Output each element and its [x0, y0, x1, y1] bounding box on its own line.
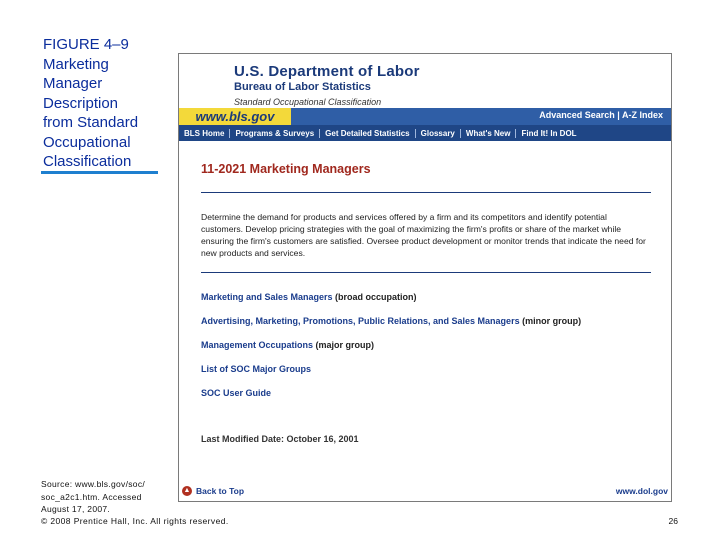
- soc-section-label: Standard Occupational Classification: [234, 97, 382, 107]
- link-user-guide: [201, 388, 271, 398]
- divider: [201, 192, 651, 193]
- source-line: soc_a2c1.htm. Accessed: [41, 491, 142, 502]
- nav-bls-home[interactable]: BLS Home: [179, 129, 230, 138]
- last-modified: Last Modified Date: October 16, 2001: [201, 434, 359, 444]
- link-major-group: [201, 340, 374, 350]
- caption-line: Marketing: [43, 55, 109, 73]
- source-line: August 17, 2007.: [41, 504, 111, 514]
- back-to-top-link[interactable]: [182, 486, 244, 496]
- copyright-text: © 2008 Prentice Hall, Inc. All rights reserved.: [41, 516, 229, 526]
- dol-header: [179, 54, 671, 108]
- nav-whats-new[interactable]: What's New: [461, 129, 517, 138]
- arrow-up-icon: ▲: [183, 487, 191, 494]
- caption-line: Occupational: [43, 133, 131, 151]
- caption-line: Manager: [43, 75, 103, 92]
- dol-gov-link[interactable]: www.dol.gov: [615, 486, 668, 496]
- broad-occupation-link[interactable]: Marketing and Sales Managers: [201, 292, 333, 302]
- caption-line: Description: [43, 94, 119, 112]
- occupation-title: 11-2021 Marketing Managers: [201, 162, 371, 176]
- figure-caption: [43, 35, 163, 172]
- link-broad-occupation: [201, 292, 417, 302]
- link-suffix: (major group): [313, 340, 375, 350]
- source-note: [41, 478, 176, 516]
- minor-group-link[interactable]: Advertising, Marketing, Promotions, Public Relations, and Sales Managers: [201, 316, 520, 326]
- nav-bar: [179, 125, 671, 141]
- back-to-top-label: Back to Top: [196, 486, 245, 496]
- link-minor-group: [201, 316, 581, 326]
- link-suffix: (broad occupation): [332, 292, 417, 302]
- caption-line: FIGURE 4–9: [43, 36, 129, 53]
- major-group-link[interactable]: Management Occupations: [201, 340, 314, 350]
- nav-find-it-dol[interactable]: Find It! In DOL: [521, 128, 577, 138]
- bls-screenshot: [178, 53, 672, 502]
- source-line: Source: www.bls.gov/soc/: [41, 479, 146, 489]
- caption-line: Classification: [43, 153, 132, 170]
- soc-major-groups-link[interactable]: List of SOC Major Groups: [201, 364, 312, 374]
- bls-subtitle: Bureau of Labor Statistics: [234, 81, 371, 93]
- caption-underline: [41, 171, 158, 174]
- link-suffix: (minor group): [519, 316, 582, 326]
- advanced-search-link[interactable]: Advanced Search | A-Z Index: [539, 110, 663, 120]
- nav-programs-surveys[interactable]: Programs & Surveys: [230, 129, 320, 138]
- dol-title: U.S. Department of Labor: [234, 63, 420, 80]
- bls-logo[interactable]: www.bls.gov: [179, 108, 291, 125]
- soc-user-guide-link[interactable]: SOC User Guide: [201, 388, 272, 398]
- page-number: 26: [668, 516, 678, 526]
- link-major-groups-list: [201, 364, 311, 374]
- occupation-description: Determine the demand for products and services offered by a firm and its competitors and identify potential customers. Develop pricing strategies with the goal of maximizing the firm's profits or share of the market while ensuring the firm's customers are satisfied. Oversee product development or monitor trends that indicate the need for new products and services.: [201, 212, 646, 258]
- nav-glossary[interactable]: Glossary: [416, 129, 461, 138]
- nav-detailed-statistics[interactable]: Get Detailed Statistics: [320, 129, 415, 138]
- caption-line: from Standard: [43, 114, 139, 131]
- divider: [201, 272, 651, 273]
